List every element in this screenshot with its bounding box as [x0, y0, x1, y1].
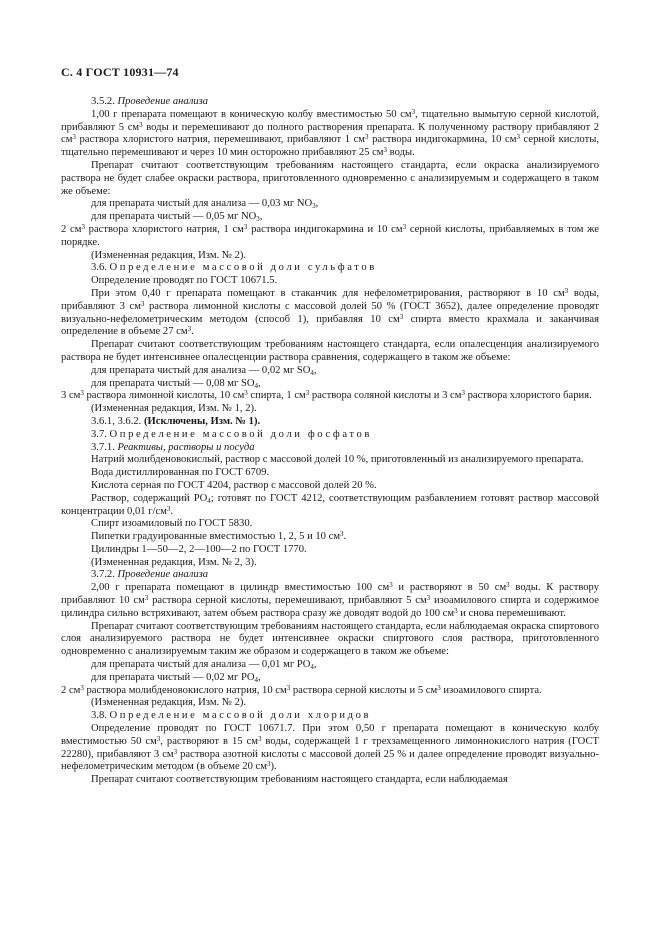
paragraph: 2,00 г препарата помещают в цилиндр вместимостью 100 $см^3$ и растворяют в 50 $см^3$ воды. К раствору прибавляют 10 $см^3$ раствора серной кислоты, перемешивают, прибавляют 5 $см^3$ изоамилового спирта и содержимое цилиндра сильно встряхивают, затем объем раствора сразу же доводят водой до 100 $см^3$ и снова перемешивают.: [61, 581, 600, 619]
paragraph: (Измененная редакция, Изм. № 2, 3).: [91, 556, 257, 568]
document-body: [61, 96, 599, 787]
paragraph: Натрий молибденовокислый, раствор с массовой долей 10 %, приготовленный из анализируемого препарата.: [91, 454, 584, 466]
paragraph: Препарат считают соответствующим требованиям настоящего стандарта, если наблюдаемая: [91, 774, 508, 786]
paragraph: Цилиндры 1—50—2, 2—100—2 по ГОСТ 1770.: [91, 543, 307, 555]
paragraph: Пипетки градуированные вместимостью 1, 2, 5 и 10 $см^3$.: [91, 530, 347, 543]
paragraph: Препарат считают соответствующим требованиям настоящего стандарта, если опалесценция анализируемого раствора не будет интенсивнее опалесценции раствора сравнения, содержащего в таком же объеме:: [61, 339, 599, 363]
paragraph: для препарата чистый для анализа — 0,03 мг $NO_3$,: [91, 198, 319, 211]
paragraph: 2 $см^3$ раствора молибденовокислого натрия, 10 $см^3$ раствора серной кислоты и 5 $см^3$ изоамилового спирта.: [61, 683, 542, 696]
paragraph: При этом 0,40 г препарата помещают в стаканчик для нефелометрирования, растворяют в 10 $см^3$ воды, прибавляют 3 $см^3$ раствора лимонной кислоты с массовой долей 50 % (ГОСТ 3652), далее определение проводят визуально-нефелометрическим методом (способ 1), прибавляя 10 $см^3$ спирта вместо крахмала и заканчивая определение в объеме 27 $см^3$.: [61, 286, 600, 338]
paragraph: 3 $см^3$ раствора лимонной кислоты, 10 $см^3$ спирта, 1 $см^3$ раствора соляной кислоты и 3 $см^3$ раствора хлористого бария.: [61, 389, 592, 402]
paragraph: (Измененная редакция, Изм. № 1, 2).: [91, 403, 257, 415]
paragraph: 2 $см^3$ раствора хлористого натрия, 1 $см^3$ раствора индигокармина и 10 $см^3$ серной кислоты, прибавляемых в том же порядке.: [61, 222, 600, 248]
paragraph: для препарата чистый — 0,05 мг $NO_3$,: [91, 211, 263, 224]
paragraph: Раствор, содержащий $PO_4$; готовят по ГОСТ 4212, соответствующим разбавлением готовят раствор массовой концентрации 0,01 $г/см^3$.: [61, 492, 600, 517]
paragraph: Препарат считают соответствующим требованиям настоящего стандарта, если наблюдаемая окраска спиртового слоя анализируемого раствора не будет интенсивнее окраски спиртового слоя раствора, приготовленного одновременно с анализируемым таким же образом и содержащего в таком же объеме:: [61, 620, 599, 658]
paragraph: 3.7.1. Реактивы, растворы и посуда: [91, 441, 255, 453]
paragraph: для препарата чистый — 0,02 мг $PO_4$,: [91, 671, 261, 684]
paragraph: для препарата чистый для анализа — 0,02 мг $SO_4$,: [91, 364, 317, 377]
paragraph: для препарата чистый — 0,08 мг $SO_4$,: [91, 377, 261, 390]
paragraph: 3.5.2. Проведение анализа: [91, 96, 209, 107]
paragraph: 3.7.2. Проведение анализа: [91, 569, 209, 581]
paragraph: 3.6.1, 3.6.2. (Исключены, Изм. № 1).: [91, 415, 261, 427]
paragraph: (Измененная редакция, Изм. № 2).: [91, 697, 247, 709]
paragraph: Кислота серная по ГОСТ 4204, раствор с массовой долей 20 %.: [91, 479, 377, 491]
paragraph: Спирт изоамиловый по ГОСТ 5830.: [91, 518, 253, 530]
paragraph: Препарат считают соответствующим требованиям настоящего стандарта, если окраска анализируемого раствора не будет слабее окраски раствора, приготовленного одновременно с анализируемым и содержащего в таком же объеме:: [61, 159, 599, 197]
paragraph: 3.8. Определение массовой доли хлоридов: [91, 710, 372, 722]
paragraph: Определение проводят по ГОСТ 10671.7. При этом 0,50 г препарата помещают в коническую колбу вместимостью 50 $см^3$, растворяют в 15 $см^3$ воды, содержащей 1 г трехзамещенного лимоннокислого натрия (ГОСТ 22280), прибавляют 3 $см^3$ раствора азотной кислоты с массовой долей 25 % и далее определение проводят визуально-нефелометрическим методом (в объеме 20 $см^3$).: [61, 723, 599, 773]
paragraph: 3.6. Определение массовой доли сульфатов: [91, 262, 377, 274]
paragraph: 3.7. Определение массовой доли фосфатов: [91, 428, 372, 440]
paragraph: (Измененная редакция, Изм. № 2).: [91, 249, 247, 261]
paragraph: 1,00 г препарата помещают в коническую колбу вместимостью 50 $см^3$, тщательно вымытую серной кислотой, прибавляют 5 $см^3$ воды и перемешивают до полного растворения препарата. К полученному раствору прибавляют 2 $см^3$ раствора хлористого натрия, перемешивают, прибавляют 1 $см^3$ раствора индигокармина, 10 $см^3$ серной кислоты, тщательно перемешивают и через 10 мин осторожно прибавляют 25 $см^3$ воды.: [61, 107, 600, 159]
paragraph: Определение проводят по ГОСТ 10671.5.: [91, 275, 278, 287]
paragraph: для препарата чистый для анализа — 0,01 мг $PO_4$,: [91, 659, 317, 672]
paragraph: Вода дистиллированная по ГОСТ 6709.: [91, 467, 270, 479]
page-header: С. 4 ГОСТ 10931—74: [61, 65, 179, 79]
